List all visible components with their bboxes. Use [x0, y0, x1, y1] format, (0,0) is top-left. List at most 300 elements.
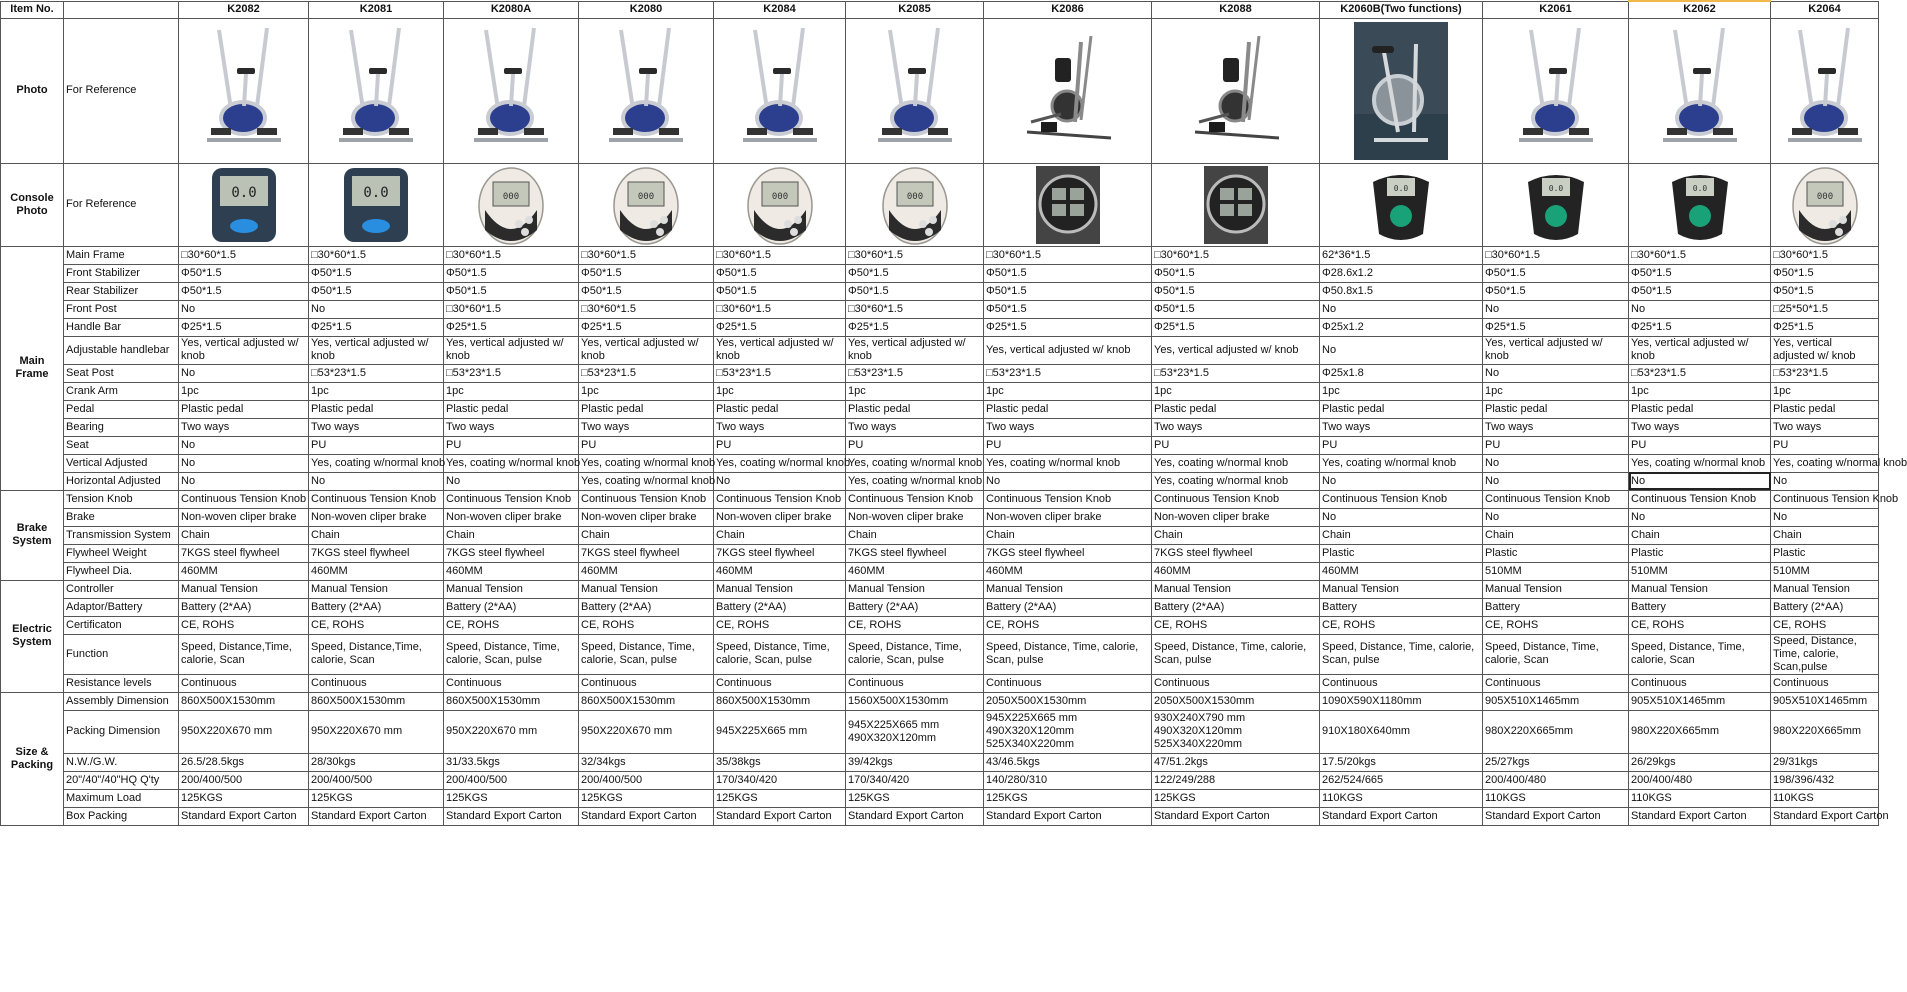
spec-value-cell[interactable]: Plastic pedal	[984, 400, 1152, 418]
spec-value-cell[interactable]: Continuous Tension Knob	[714, 490, 846, 508]
spec-value-cell[interactable]: 125KGS	[179, 789, 309, 807]
spec-value-cell[interactable]: 950X220X670 mm	[444, 710, 579, 753]
spec-value-cell[interactable]: Chain	[1152, 526, 1320, 544]
spec-value-cell[interactable]: Φ50*1.5	[309, 264, 444, 282]
product-photo-cell[interactable]	[1320, 18, 1483, 163]
spec-value-cell[interactable]: Continuous Tension Knob	[1152, 490, 1320, 508]
spec-value-cell[interactable]: Plastic pedal	[1771, 400, 1879, 418]
spec-value-cell[interactable]: Φ50*1.5	[984, 264, 1152, 282]
spec-value-cell[interactable]: Φ50*1.5	[579, 264, 714, 282]
spec-value-cell[interactable]: 200/400/480	[1483, 771, 1629, 789]
spec-value-cell[interactable]: □30*60*1.5	[846, 300, 984, 318]
spec-value-cell[interactable]: Speed, Distance, Time, calorie, Scan,pulse	[1771, 634, 1879, 674]
spec-value-cell[interactable]: Plastic	[1483, 544, 1629, 562]
spec-value-cell[interactable]: No	[1320, 336, 1483, 364]
spec-value-cell[interactable]: Yes, coating w/normal knob	[444, 454, 579, 472]
spec-value-cell[interactable]: Battery	[1320, 598, 1483, 616]
spec-value-cell[interactable]: Continuous	[179, 674, 309, 692]
spec-value-cell[interactable]: Two ways	[846, 418, 984, 436]
spec-value-cell[interactable]: Φ25*1.5	[1483, 318, 1629, 336]
spec-value-cell[interactable]: Φ50*1.5	[1483, 264, 1629, 282]
spec-value-cell[interactable]: 2050X500X1530mm	[984, 692, 1152, 710]
model-header[interactable]: K2080A	[444, 1, 579, 18]
spec-value-cell[interactable]: 110KGS	[1483, 789, 1629, 807]
spec-value-cell[interactable]: 43/46.5kgs	[984, 753, 1152, 771]
spec-value-cell[interactable]: □30*60*1.5	[179, 246, 309, 264]
spec-value-cell[interactable]: Φ50*1.5	[444, 264, 579, 282]
spec-value-cell[interactable]: Continuous	[1152, 674, 1320, 692]
spec-value-cell[interactable]: CE, ROHS	[579, 616, 714, 634]
spec-value-cell[interactable]: CE, ROHS	[714, 616, 846, 634]
spec-value-cell[interactable]: Continuous Tension Knob	[444, 490, 579, 508]
spec-value-cell[interactable]: 170/340/420	[846, 771, 984, 789]
spec-value-cell[interactable]: □30*60*1.5	[1629, 246, 1771, 264]
spec-value-cell[interactable]: Continuous Tension Knob	[179, 490, 309, 508]
spec-value-cell[interactable]: 122/249/288	[1152, 771, 1320, 789]
spec-value-cell[interactable]: No	[309, 472, 444, 490]
spec-value-cell[interactable]: 510MM	[1483, 562, 1629, 580]
spec-value-cell[interactable]: Two ways	[579, 418, 714, 436]
spec-value-cell[interactable]: No	[1483, 472, 1629, 490]
spec-value-cell[interactable]: No	[1629, 472, 1771, 490]
spec-value-cell[interactable]: Battery (2*AA)	[984, 598, 1152, 616]
spec-value-cell[interactable]: Continuous Tension Knob	[1629, 490, 1771, 508]
console-photo-cell[interactable]	[1483, 163, 1629, 246]
spec-value-cell[interactable]: Speed, Distance, Time, calorie, Scan	[1483, 634, 1629, 674]
spec-value-cell[interactable]: Two ways	[1771, 418, 1879, 436]
model-header[interactable]: K2088	[1152, 1, 1320, 18]
spec-value-cell[interactable]: 200/400/500	[444, 771, 579, 789]
spec-value-cell[interactable]: Yes, vertical adjusted w/ knob	[1629, 336, 1771, 364]
spec-value-cell[interactable]: PU	[846, 436, 984, 454]
spec-value-cell[interactable]: 1pc	[1771, 382, 1879, 400]
spec-value-cell[interactable]: Battery (2*AA)	[846, 598, 984, 616]
spec-value-cell[interactable]: Yes, vertical adjusted w/ knob	[846, 336, 984, 364]
spec-value-cell[interactable]: Continuous	[1629, 674, 1771, 692]
spec-value-cell[interactable]: Standard Export Carton	[1320, 807, 1483, 825]
spec-value-cell[interactable]: Two ways	[984, 418, 1152, 436]
spec-value-cell[interactable]: Battery (2*AA)	[1771, 598, 1879, 616]
spec-value-cell[interactable]: Continuous	[309, 674, 444, 692]
spec-value-cell[interactable]: Yes, vertical adjusted w/ knob	[1771, 336, 1879, 364]
spec-value-cell[interactable]: Manual Tension	[1483, 580, 1629, 598]
spec-value-cell[interactable]: Manual Tension	[714, 580, 846, 598]
spec-value-cell[interactable]: Yes, vertical adjusted w/ knob	[179, 336, 309, 364]
console-photo-cell[interactable]	[1629, 163, 1771, 246]
spec-value-cell[interactable]: Non-woven cliper brake	[846, 508, 984, 526]
spec-value-cell[interactable]: Continuous Tension Knob	[1320, 490, 1483, 508]
spec-value-cell[interactable]: Yes, coating w/normal knob	[1320, 454, 1483, 472]
spec-value-cell[interactable]: Manual Tension	[579, 580, 714, 598]
spec-value-cell[interactable]: CE, ROHS	[1629, 616, 1771, 634]
spec-value-cell[interactable]: Chain	[179, 526, 309, 544]
spec-value-cell[interactable]: Continuous Tension Knob	[579, 490, 714, 508]
spec-value-cell[interactable]: Yes, coating w/normal knob	[1771, 454, 1879, 472]
spec-value-cell[interactable]: 198/396/432	[1771, 771, 1879, 789]
console-photo-cell[interactable]	[444, 163, 579, 246]
spec-value-cell[interactable]: 26.5/28.5kgs	[179, 753, 309, 771]
spec-value-cell[interactable]: No	[1771, 472, 1879, 490]
spec-value-cell[interactable]: Speed, Distance, Time, calorie, Scan, pulse	[846, 634, 984, 674]
spec-value-cell[interactable]: Continuous Tension Knob	[846, 490, 984, 508]
spec-value-cell[interactable]: Φ50*1.5	[444, 282, 579, 300]
spec-value-cell[interactable]: Yes, coating w/normal knob	[846, 472, 984, 490]
spec-value-cell[interactable]: Plastic pedal	[1152, 400, 1320, 418]
spec-value-cell[interactable]: Continuous	[1771, 674, 1879, 692]
spec-value-cell[interactable]: No	[1320, 472, 1483, 490]
spec-value-cell[interactable]: Chain	[1483, 526, 1629, 544]
spec-value-cell[interactable]: 1pc	[1152, 382, 1320, 400]
spec-value-cell[interactable]: 7KGS steel flywheel	[846, 544, 984, 562]
spec-value-cell[interactable]: Speed, Distance,Time, calorie, Scan	[309, 634, 444, 674]
product-photo-cell[interactable]	[179, 18, 309, 163]
spec-value-cell[interactable]: Speed, Distance, Time, calorie, Scan	[1629, 634, 1771, 674]
spec-value-cell[interactable]: Standard Export Carton	[1483, 807, 1629, 825]
spec-value-cell[interactable]: 460MM	[984, 562, 1152, 580]
spec-value-cell[interactable]: No	[1320, 508, 1483, 526]
spec-value-cell[interactable]: Standard Export Carton	[984, 807, 1152, 825]
spec-value-cell[interactable]: 62*36*1.5	[1320, 246, 1483, 264]
spec-value-cell[interactable]: Continuous	[579, 674, 714, 692]
spec-value-cell[interactable]: Plastic pedal	[846, 400, 984, 418]
spec-value-cell[interactable]: 47/51.2kgs	[1152, 753, 1320, 771]
spec-value-cell[interactable]: Yes, vertical adjusted w/ knob	[444, 336, 579, 364]
spec-value-cell[interactable]: 945X225X665 mm	[714, 710, 846, 753]
spec-value-cell[interactable]: 1pc	[179, 382, 309, 400]
spec-value-cell[interactable]: Φ50*1.5	[714, 282, 846, 300]
spec-value-cell[interactable]: □25*50*1.5	[1771, 300, 1879, 318]
spec-value-cell[interactable]: 35/38kgs	[714, 753, 846, 771]
spec-value-cell[interactable]: 980X220X665mm	[1483, 710, 1629, 753]
spec-value-cell[interactable]: Battery	[1629, 598, 1771, 616]
spec-value-cell[interactable]: Φ50*1.5	[1152, 282, 1320, 300]
spec-value-cell[interactable]: 1pc	[984, 382, 1152, 400]
spec-value-cell[interactable]: Φ50*1.5	[1771, 264, 1879, 282]
spec-value-cell[interactable]: 860X500X1530mm	[444, 692, 579, 710]
spec-value-cell[interactable]: Yes, coating w/normal knob	[984, 454, 1152, 472]
spec-value-cell[interactable]: 125KGS	[309, 789, 444, 807]
spec-value-cell[interactable]: PU	[714, 436, 846, 454]
spec-value-cell[interactable]: Φ50*1.5	[714, 264, 846, 282]
spec-value-cell[interactable]: Standard Export Carton	[309, 807, 444, 825]
spec-value-cell[interactable]: CE, ROHS	[984, 616, 1152, 634]
spec-value-cell[interactable]: Chain	[1771, 526, 1879, 544]
spec-value-cell[interactable]: Speed, Distance,Time, calorie, Scan	[179, 634, 309, 674]
spec-value-cell[interactable]: □53*23*1.5	[1152, 364, 1320, 382]
spec-value-cell[interactable]: 860X500X1530mm	[714, 692, 846, 710]
spec-value-cell[interactable]: Non-woven cliper brake	[179, 508, 309, 526]
spec-value-cell[interactable]: Continuous	[1483, 674, 1629, 692]
spec-value-cell[interactable]: □30*60*1.5	[309, 246, 444, 264]
spec-value-cell[interactable]: 25/27kgs	[1483, 753, 1629, 771]
spec-value-cell[interactable]: No	[179, 300, 309, 318]
spec-value-cell[interactable]: 2050X500X1530mm	[1152, 692, 1320, 710]
spec-value-cell[interactable]: Chain	[714, 526, 846, 544]
spec-value-cell[interactable]: 1pc	[309, 382, 444, 400]
spec-value-cell[interactable]: Continuous Tension Knob	[309, 490, 444, 508]
spec-value-cell[interactable]: 28/30kgs	[309, 753, 444, 771]
spec-value-cell[interactable]: Yes, vertical adjusted w/ knob	[579, 336, 714, 364]
spec-value-cell[interactable]: Standard Export Carton	[1771, 807, 1879, 825]
spec-value-cell[interactable]: □53*23*1.5	[714, 364, 846, 382]
spec-value-cell[interactable]: PU	[1152, 436, 1320, 454]
spec-value-cell[interactable]: 950X220X670 mm	[579, 710, 714, 753]
product-photo-cell[interactable]	[714, 18, 846, 163]
spec-value-cell[interactable]: No	[1483, 508, 1629, 526]
spec-value-cell[interactable]: 125KGS	[984, 789, 1152, 807]
spec-value-cell[interactable]: 39/42kgs	[846, 753, 984, 771]
spec-value-cell[interactable]: Speed, Distance, Time, calorie, Scan, pulse	[984, 634, 1152, 674]
spec-value-cell[interactable]: 7KGS steel flywheel	[1152, 544, 1320, 562]
spec-value-cell[interactable]: □53*23*1.5	[1629, 364, 1771, 382]
spec-value-cell[interactable]: Two ways	[1483, 418, 1629, 436]
spec-value-cell[interactable]: □53*23*1.5	[984, 364, 1152, 382]
spec-value-cell[interactable]: Plastic pedal	[444, 400, 579, 418]
spec-value-cell[interactable]: Φ50*1.5	[1771, 282, 1879, 300]
spec-value-cell[interactable]: Plastic pedal	[1629, 400, 1771, 418]
spec-value-cell[interactable]: 125KGS	[1152, 789, 1320, 807]
spec-value-cell[interactable]: Manual Tension	[846, 580, 984, 598]
spec-value-cell[interactable]: Φ25*1.5	[714, 318, 846, 336]
spec-value-cell[interactable]: Φ25*1.5	[984, 318, 1152, 336]
spec-value-cell[interactable]: Chain	[1629, 526, 1771, 544]
spec-value-cell[interactable]: Manual Tension	[984, 580, 1152, 598]
spec-value-cell[interactable]: □30*60*1.5	[444, 246, 579, 264]
spec-value-cell[interactable]: Continuous	[444, 674, 579, 692]
spec-value-cell[interactable]: Two ways	[1629, 418, 1771, 436]
spec-value-cell[interactable]: 140/280/310	[984, 771, 1152, 789]
spec-value-cell[interactable]: Yes, coating w/normal knob	[846, 454, 984, 472]
spec-value-cell[interactable]: CE, ROHS	[1320, 616, 1483, 634]
spec-value-cell[interactable]: Φ50*1.5	[984, 282, 1152, 300]
spec-value-cell[interactable]: 125KGS	[714, 789, 846, 807]
spec-value-cell[interactable]: Φ25*1.5	[846, 318, 984, 336]
product-photo-cell[interactable]	[444, 18, 579, 163]
spec-value-cell[interactable]: □30*60*1.5	[846, 246, 984, 264]
spec-value-cell[interactable]: 1090X590X1180mm	[1320, 692, 1483, 710]
spec-value-cell[interactable]: Manual Tension	[444, 580, 579, 598]
spec-value-cell[interactable]: 200/400/500	[179, 771, 309, 789]
spec-value-cell[interactable]: Yes, coating w/normal knob	[1152, 472, 1320, 490]
product-photo-cell[interactable]	[579, 18, 714, 163]
spec-value-cell[interactable]: 1pc	[1483, 382, 1629, 400]
spec-value-cell[interactable]: Φ50*1.5	[1152, 300, 1320, 318]
spec-value-cell[interactable]: 200/400/500	[309, 771, 444, 789]
spec-value-cell[interactable]: 125KGS	[579, 789, 714, 807]
spec-value-cell[interactable]: 32/34kgs	[579, 753, 714, 771]
spec-value-cell[interactable]: PU	[1771, 436, 1879, 454]
spec-value-cell[interactable]: Standard Export Carton	[179, 807, 309, 825]
spec-value-cell[interactable]: Yes, vertical adjusted w/ knob	[309, 336, 444, 364]
spec-value-cell[interactable]: 110KGS	[1771, 789, 1879, 807]
spec-value-cell[interactable]: Φ50*1.5	[1483, 282, 1629, 300]
spec-value-cell[interactable]: No	[1320, 300, 1483, 318]
spec-value-cell[interactable]: Plastic pedal	[1483, 400, 1629, 418]
spec-value-cell[interactable]: 460MM	[846, 562, 984, 580]
spec-value-cell[interactable]: Φ25x1.8	[1320, 364, 1483, 382]
console-photo-cell[interactable]	[1771, 163, 1879, 246]
spec-value-cell[interactable]: No	[179, 364, 309, 382]
spec-value-cell[interactable]: 1pc	[579, 382, 714, 400]
spec-value-cell[interactable]: Continuous	[1320, 674, 1483, 692]
spec-value-cell[interactable]: Non-woven cliper brake	[714, 508, 846, 526]
spec-value-cell[interactable]: 460MM	[714, 562, 846, 580]
spec-value-cell[interactable]: Φ25*1.5	[579, 318, 714, 336]
spec-value-cell[interactable]: No	[179, 436, 309, 454]
spec-value-cell[interactable]: Two ways	[444, 418, 579, 436]
spec-value-cell[interactable]: 950X220X670 mm	[179, 710, 309, 753]
spec-value-cell[interactable]: 945X225X665 mm 490X320X120mm 525X340X220mm	[984, 710, 1152, 753]
spec-value-cell[interactable]: No	[714, 472, 846, 490]
spec-value-cell[interactable]: □30*60*1.5	[1152, 246, 1320, 264]
product-photo-cell[interactable]	[984, 18, 1152, 163]
spec-value-cell[interactable]: Yes, coating w/normal knob	[579, 454, 714, 472]
spec-value-cell[interactable]: PU	[984, 436, 1152, 454]
spec-value-cell[interactable]: No	[1629, 300, 1771, 318]
spec-value-cell[interactable]: Battery (2*AA)	[1152, 598, 1320, 616]
spec-value-cell[interactable]: Plastic pedal	[179, 400, 309, 418]
spec-value-cell[interactable]: Standard Export Carton	[444, 807, 579, 825]
model-header[interactable]: K2086	[984, 1, 1152, 18]
spec-value-cell[interactable]: Continuous Tension Knob	[1771, 490, 1879, 508]
product-photo-cell[interactable]	[1483, 18, 1629, 163]
spec-value-cell[interactable]: Speed, Distance, Time, calorie, Scan, pulse	[714, 634, 846, 674]
spec-value-cell[interactable]: Battery (2*AA)	[179, 598, 309, 616]
spec-value-cell[interactable]: Two ways	[1320, 418, 1483, 436]
spec-value-cell[interactable]: 7KGS steel flywheel	[579, 544, 714, 562]
spec-value-cell[interactable]: Chain	[984, 526, 1152, 544]
spec-value-cell[interactable]: Non-woven cliper brake	[984, 508, 1152, 526]
spec-value-cell[interactable]: Standard Export Carton	[1629, 807, 1771, 825]
spec-value-cell[interactable]: 1pc	[846, 382, 984, 400]
spec-value-cell[interactable]: Manual Tension	[1629, 580, 1771, 598]
spec-value-cell[interactable]: Φ50*1.5	[1629, 282, 1771, 300]
spec-value-cell[interactable]: No	[179, 472, 309, 490]
console-photo-cell[interactable]	[179, 163, 309, 246]
model-header[interactable]: K2082	[179, 1, 309, 18]
spec-value-cell[interactable]: No	[1483, 300, 1629, 318]
spec-value-cell[interactable]: Φ25*1.5	[444, 318, 579, 336]
spec-value-cell[interactable]: 460MM	[444, 562, 579, 580]
spec-value-cell[interactable]: 905X510X1465mm	[1629, 692, 1771, 710]
console-photo-cell[interactable]	[846, 163, 984, 246]
spec-value-cell[interactable]: Chain	[444, 526, 579, 544]
model-header[interactable]: K2061	[1483, 1, 1629, 18]
spec-value-cell[interactable]: 930X240X790 mm 490X320X120mm 525X340X220mm	[1152, 710, 1320, 753]
spec-value-cell[interactable]: No	[1483, 454, 1629, 472]
spec-value-cell[interactable]: Manual Tension	[1152, 580, 1320, 598]
spec-value-cell[interactable]: Manual Tension	[309, 580, 444, 598]
spec-value-cell[interactable]: CE, ROHS	[444, 616, 579, 634]
console-photo-cell[interactable]	[309, 163, 444, 246]
spec-value-cell[interactable]: Plastic	[1320, 544, 1483, 562]
spec-value-cell[interactable]: Plastic pedal	[1320, 400, 1483, 418]
spec-value-cell[interactable]: Yes, coating w/normal knob	[579, 472, 714, 490]
spec-value-cell[interactable]: CE, ROHS	[846, 616, 984, 634]
spec-value-cell[interactable]: 1pc	[1629, 382, 1771, 400]
spec-value-cell[interactable]: 31/33.5kgs	[444, 753, 579, 771]
spec-value-cell[interactable]: 460MM	[1320, 562, 1483, 580]
spec-value-cell[interactable]: Speed, Distance, Time, calorie, Scan, pulse	[444, 634, 579, 674]
product-photo-cell[interactable]	[1629, 18, 1771, 163]
spec-value-cell[interactable]: Φ50*1.5	[179, 282, 309, 300]
spec-value-cell[interactable]: PU	[579, 436, 714, 454]
spec-value-cell[interactable]: 7KGS steel flywheel	[714, 544, 846, 562]
spec-value-cell[interactable]: Speed, Distance, Time, calorie, Scan, pulse	[579, 634, 714, 674]
spec-value-cell[interactable]: □53*23*1.5	[309, 364, 444, 382]
spec-value-cell[interactable]: 200/400/500	[579, 771, 714, 789]
spec-value-cell[interactable]: PU	[1629, 436, 1771, 454]
spec-value-cell[interactable]: No	[1771, 508, 1879, 526]
spec-value-cell[interactable]: 29/31kgs	[1771, 753, 1879, 771]
spec-value-cell[interactable]: Continuous	[714, 674, 846, 692]
spec-value-cell[interactable]: Chain	[309, 526, 444, 544]
spec-value-cell[interactable]: 910X180X640mm	[1320, 710, 1483, 753]
spec-value-cell[interactable]: Battery (2*AA)	[444, 598, 579, 616]
spec-value-cell[interactable]: 510MM	[1629, 562, 1771, 580]
spec-value-cell[interactable]: 1pc	[444, 382, 579, 400]
spec-value-cell[interactable]: No	[984, 472, 1152, 490]
spec-value-cell[interactable]: PU	[1320, 436, 1483, 454]
spec-value-cell[interactable]: □30*60*1.5	[579, 246, 714, 264]
spec-value-cell[interactable]: Φ50*1.5	[1629, 264, 1771, 282]
spec-value-cell[interactable]: Plastic pedal	[309, 400, 444, 418]
spec-value-cell[interactable]: Speed, Distance, Time, calorie, Scan, pulse	[1152, 634, 1320, 674]
spec-value-cell[interactable]: No	[444, 472, 579, 490]
spec-value-cell[interactable]: Non-woven cliper brake	[579, 508, 714, 526]
spec-value-cell[interactable]: Standard Export Carton	[846, 807, 984, 825]
spec-value-cell[interactable]: Standard Export Carton	[1152, 807, 1320, 825]
spec-value-cell[interactable]: 860X500X1530mm	[179, 692, 309, 710]
spec-value-cell[interactable]: Φ25*1.5	[1771, 318, 1879, 336]
spec-value-cell[interactable]: Φ50*1.5	[846, 264, 984, 282]
spec-value-cell[interactable]: Standard Export Carton	[714, 807, 846, 825]
spec-value-cell[interactable]: No	[179, 454, 309, 472]
console-photo-cell[interactable]	[984, 163, 1152, 246]
spec-value-cell[interactable]: Φ50*1.5	[179, 264, 309, 282]
spec-value-cell[interactable]: Two ways	[179, 418, 309, 436]
spec-value-cell[interactable]: 1pc	[1320, 382, 1483, 400]
spec-value-cell[interactable]: Non-woven cliper brake	[309, 508, 444, 526]
spec-value-cell[interactable]: 460MM	[179, 562, 309, 580]
model-header[interactable]: K2064	[1771, 1, 1879, 18]
spec-value-cell[interactable]: 7KGS steel flywheel	[984, 544, 1152, 562]
model-header[interactable]: K2085	[846, 1, 984, 18]
spec-value-cell[interactable]: Φ50*1.5	[846, 282, 984, 300]
spec-value-cell[interactable]: □53*23*1.5	[846, 364, 984, 382]
spec-value-cell[interactable]: 950X220X670 mm	[309, 710, 444, 753]
spec-value-cell[interactable]: 110KGS	[1629, 789, 1771, 807]
spec-value-cell[interactable]: Two ways	[309, 418, 444, 436]
model-header[interactable]: K2080	[579, 1, 714, 18]
spec-value-cell[interactable]: No	[309, 300, 444, 318]
spec-value-cell[interactable]: 262/524/665	[1320, 771, 1483, 789]
console-photo-cell[interactable]	[714, 163, 846, 246]
spec-value-cell[interactable]: 7KGS steel flywheel	[179, 544, 309, 562]
spec-value-cell[interactable]: Φ25*1.5	[1152, 318, 1320, 336]
spec-value-cell[interactable]: 980X220X665mm	[1629, 710, 1771, 753]
spec-value-cell[interactable]: 905X510X1465mm	[1483, 692, 1629, 710]
spec-value-cell[interactable]: Battery (2*AA)	[714, 598, 846, 616]
spec-value-cell[interactable]: □53*23*1.5	[444, 364, 579, 382]
console-photo-cell[interactable]	[1152, 163, 1320, 246]
spec-value-cell[interactable]: Speed, Distance, Time, calorie, Scan, pulse	[1320, 634, 1483, 674]
spec-value-cell[interactable]: 125KGS	[846, 789, 984, 807]
spec-value-cell[interactable]: □30*60*1.5	[984, 246, 1152, 264]
spec-value-cell[interactable]: Two ways	[714, 418, 846, 436]
spec-value-cell[interactable]: 125KGS	[444, 789, 579, 807]
spec-value-cell[interactable]: 1560X500X1530mm	[846, 692, 984, 710]
